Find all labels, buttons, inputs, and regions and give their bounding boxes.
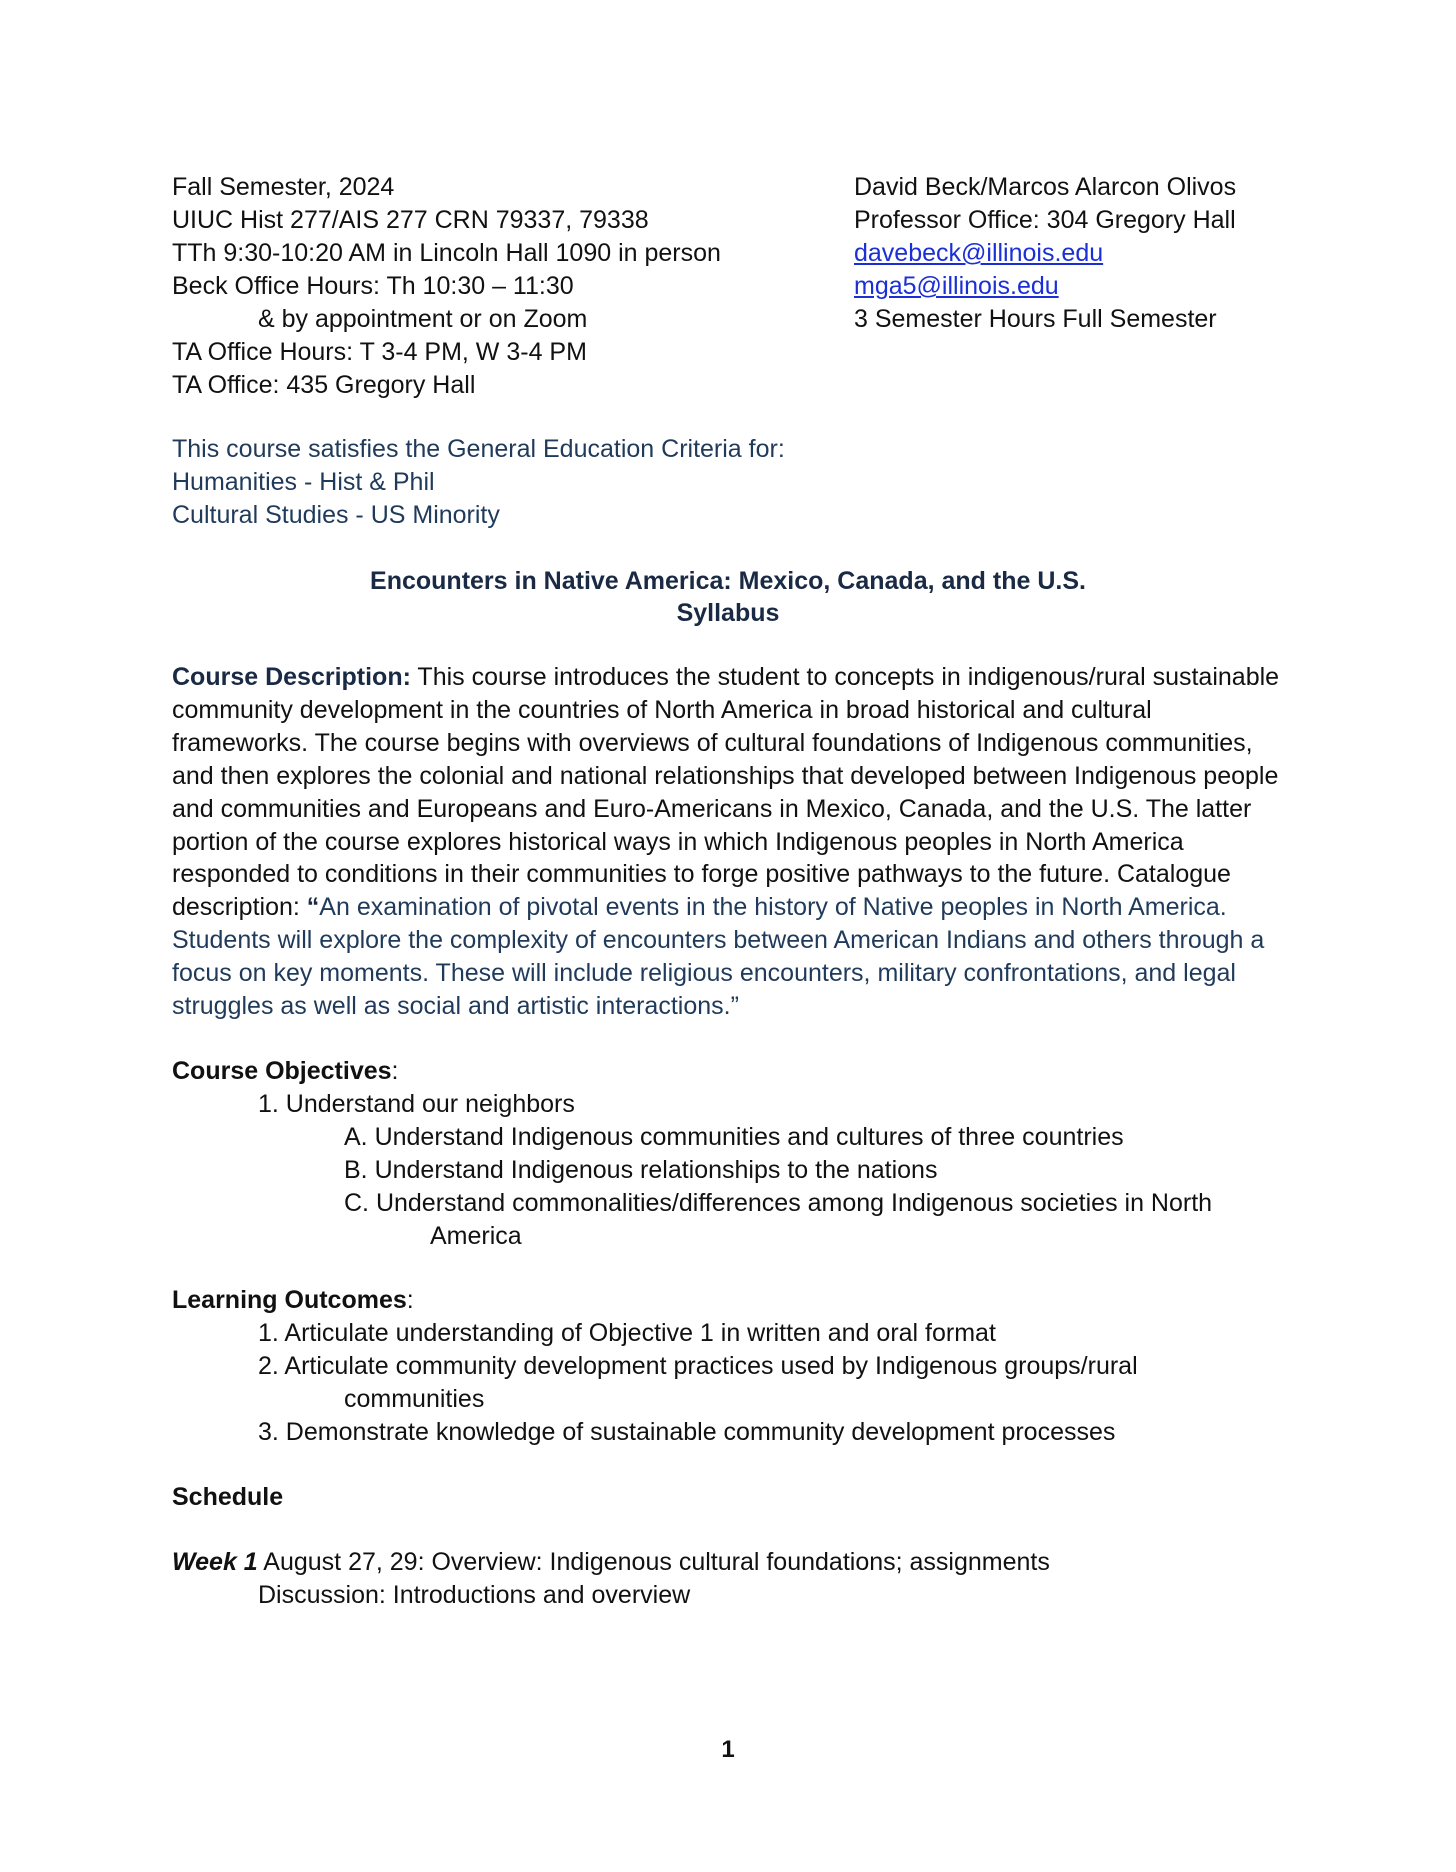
course-code-line: UIUC Hist 277/AIS 277 CRN 79337, 79338 xyxy=(172,206,649,234)
gen-ed-intro: This course satisfies the General Education Criteria for: xyxy=(172,435,785,463)
professor-office-line: Professor Office: 304 Gregory Hall xyxy=(854,206,1236,234)
outcomes-heading-colon: : xyxy=(406,1286,414,1314)
appointment-line: & by appointment or on Zoom xyxy=(258,305,588,333)
semester-hours-line: 3 Semester Hours Full Semester xyxy=(854,305,1217,333)
objective-sub-b: B. Understand Indigenous relationships to the nations xyxy=(344,1156,938,1184)
outcome-item-2-cont: communities xyxy=(344,1385,485,1413)
objectives-heading-colon: : xyxy=(391,1057,399,1085)
outcomes-heading-text: Learning Outcomes xyxy=(172,1286,407,1314)
email-link-olivos[interactable]: mga5@illinois.edu xyxy=(854,272,1059,300)
objective-sub-c-cont: America xyxy=(430,1222,522,1250)
objective-sub-c: C. Understand commonalities/differences among Indigenous societies in North xyxy=(344,1189,1213,1217)
catalogue-quote: An examination of pivotal events in the history of Native peoples in North America. Students will explore the complexity of encounters between American Indians and others through a focus on key moments. These will include religious encounters, military confrontations, and legal struggles as well as social and artistic interactions.” xyxy=(172,893,1265,1021)
quote-open: “ xyxy=(306,893,320,922)
outcomes-heading xyxy=(172,1284,414,1317)
objective-sub-a: A. Understand Indigenous communities and cultures of three countries xyxy=(344,1123,1124,1151)
gen-ed-cultural: Cultural Studies - US Minority xyxy=(172,501,500,529)
schedule-heading: Schedule xyxy=(172,1483,284,1511)
page-number: 1 xyxy=(721,1736,735,1763)
objectives-heading xyxy=(172,1055,398,1088)
outcome-item-1: 1. Articulate understanding of Objective 1 in written and oral format xyxy=(258,1319,996,1347)
ta-office-line: TA Office: 435 Gregory Hall xyxy=(172,371,476,399)
office-hours-line: Beck Office Hours: Th 10:30 – 11:30 xyxy=(172,272,574,300)
week-1-label: Week 1 xyxy=(172,1548,258,1576)
objectives-heading-text: Course Objectives xyxy=(172,1057,392,1085)
email-link-beck[interactable]: davebeck@illinois.edu xyxy=(854,239,1104,267)
outcome-item-2: 2. Articulate community development practices used by Indigenous groups/rural xyxy=(258,1352,1138,1380)
ta-hours-line: TA Office Hours: T 3-4 PM, W 3-4 PM xyxy=(172,338,587,366)
gen-ed-humanities: Humanities - Hist & Phil xyxy=(172,468,435,496)
course-description-label: Course Description: xyxy=(172,663,411,691)
syllabus-subtitle: Syllabus xyxy=(676,599,780,627)
course-description-text: This course introduces the student to concepts in indigenous/rural sustainable community development in the countries of North America in broad historical and cultural frameworks. The course begins with overviews of cultural foundations of Indigenous communities, and then explores the colonial and national relationships that developed between Indigenous people and communities and Europeans and Euro-Americans in Mexico, Canada, and the U.S. The latter portion of the course explores historical ways in which Indigenous peoples in North America responded to conditions in their communities to forge positive pathways to the future. Catalogue description: xyxy=(172,663,1280,922)
course-description xyxy=(172,661,1292,1023)
objective-item-1: 1. Understand our neighbors xyxy=(258,1090,575,1118)
week-1-line xyxy=(172,1546,1050,1579)
week-1-text: August 27, 29: Overview: Indigenous cultural foundations; assignments xyxy=(257,1548,1050,1576)
meeting-time-line: TTh 9:30-10:20 AM in Lincoln Hall 1090 in person xyxy=(172,239,721,267)
semester-line: Fall Semester, 2024 xyxy=(172,173,395,201)
course-title: Encounters in Native America: Mexico, Canada, and the U.S. xyxy=(370,567,1086,595)
outcome-item-3: 3. Demonstrate knowledge of sustainable community development processes xyxy=(258,1418,1116,1446)
instructors-line: David Beck/Marcos Alarcon Olivos xyxy=(854,173,1237,201)
week-1-discussion: Discussion: Introductions and overview xyxy=(258,1581,691,1609)
